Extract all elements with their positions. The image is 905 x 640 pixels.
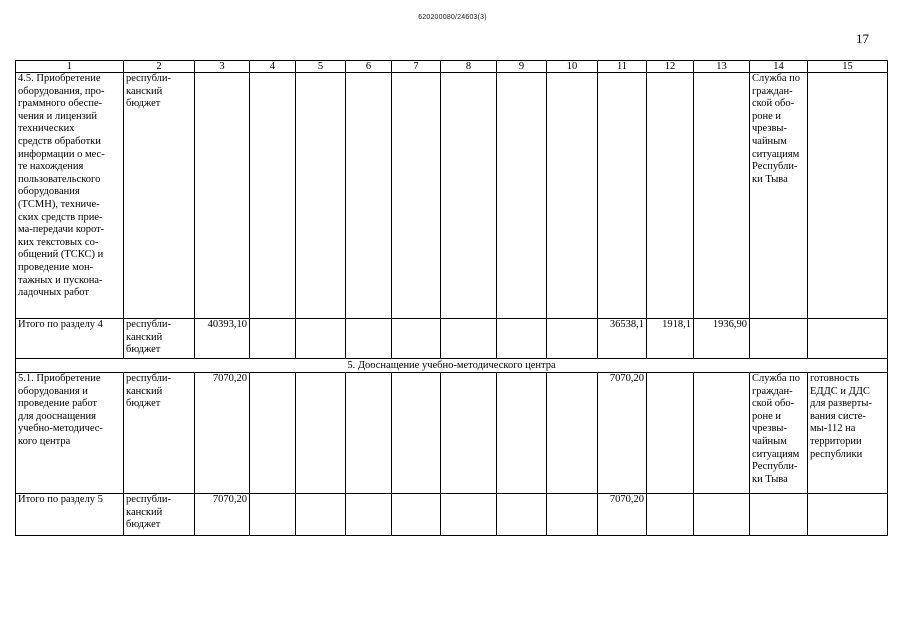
amount-cell: 1918,1 (647, 319, 694, 359)
column-header: 10 (547, 61, 598, 73)
column-header: 4 (250, 61, 296, 73)
table-row-5-1 (16, 373, 888, 494)
column-number-row (16, 61, 888, 73)
program-table (15, 60, 888, 536)
amount-cell: 40393,10 (195, 319, 250, 359)
amount-cell: 7070,20 (195, 373, 250, 494)
column-header: 7 (392, 61, 441, 73)
table-row-4-5 (16, 73, 888, 319)
column-header: 6 (346, 61, 392, 73)
table-row-total-4 (16, 319, 888, 359)
section-heading-row (16, 359, 888, 373)
column-header: 15 (808, 61, 888, 73)
funding-source-cell: республи- канский бюджет (124, 73, 195, 319)
column-header: 1 (16, 61, 124, 73)
column-header: 11 (598, 61, 647, 73)
column-header: 9 (497, 61, 547, 73)
activity-name-cell: 5.1. Приобретение оборудования и проведение работ для дооснащения учебно-методичес- кого центра (16, 373, 124, 494)
activity-name-cell: 4.5. Приобретение оборудования, про- граммного обеспе- чения и лицензий технических средств обработки информации о мес- те нахождения пользовательского оборудования (ТСМН), техниче- ских средств прие- ма-передачи корот- ких текстовых со- общений (ТСКС) и проведение мон- тажных и пускона- ладочных работ (16, 73, 124, 319)
executor-cell: Служба по граждан- ской обо- роне и чрезвы- чайным ситуациям Республи- ки Тыва (750, 373, 808, 494)
column-header: 12 (647, 61, 694, 73)
table-row-total-5 (16, 494, 888, 536)
funding-source-cell: республи- канский бюджет (124, 494, 195, 536)
column-header: 13 (694, 61, 750, 73)
column-header: 2 (124, 61, 195, 73)
amount-cell: 1936,90 (694, 319, 750, 359)
executor-cell: Служба по граждан- ской обо- роне и чрезвы- чайным ситуациям Республи- ки Тыва (750, 73, 808, 319)
column-header: 8 (441, 61, 497, 73)
page-number: 17 (856, 31, 869, 46)
funding-source-cell: республи- канский бюджет (124, 373, 195, 494)
funding-source-cell: республи- канский бюджет (124, 319, 195, 359)
column-header: 14 (750, 61, 808, 73)
amount-cell: 7070,20 (598, 373, 647, 494)
amount-cell: 7070,20 (598, 494, 647, 536)
expected-result-cell: готовность ЕДДС и ДДС для разверты- вания систе- мы-112 на территории республики (808, 373, 888, 494)
section-title: 5. Дооснащение учебно-методического центра (16, 359, 888, 373)
amount-cell: 36538,1 (598, 319, 647, 359)
column-header: 3 (195, 61, 250, 73)
document-code: 620200080/24603(3) (418, 14, 487, 21)
amount-cell: 7070,20 (195, 494, 250, 536)
total-label-cell: Итого по разделу 5 (16, 494, 124, 536)
column-header: 5 (296, 61, 346, 73)
total-label-cell: Итого по разделу 4 (16, 319, 124, 359)
